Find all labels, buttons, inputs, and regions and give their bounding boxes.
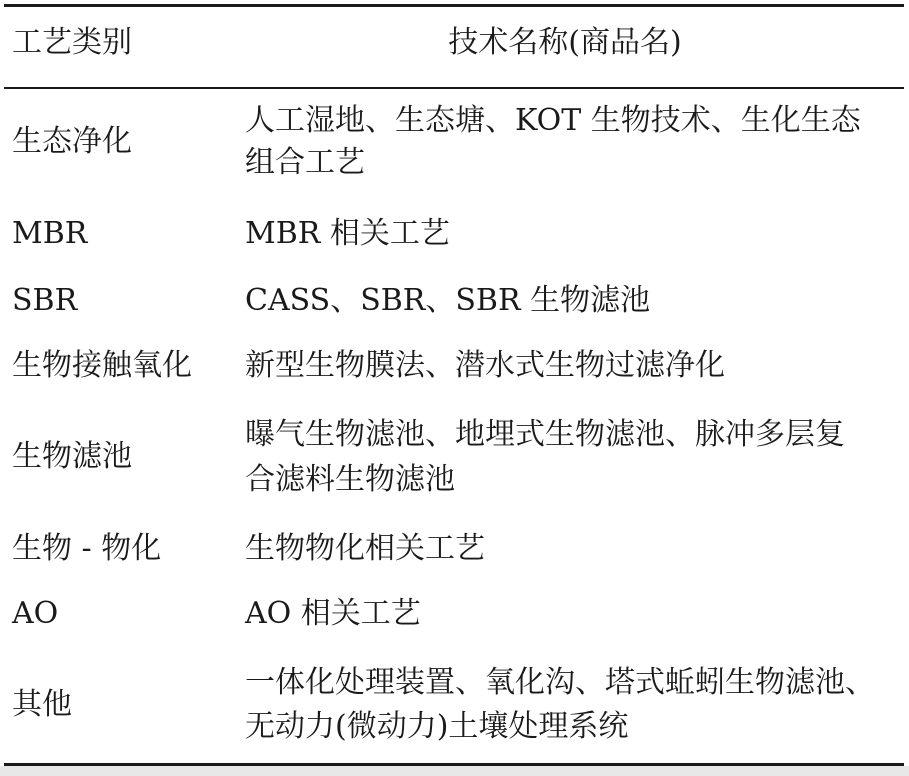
table-row-category: 其他 [12, 687, 72, 722]
table-row-technology-line1: 生物物化相关工艺 [245, 531, 485, 566]
header-technology-name: 技术名称(商品名) [448, 25, 682, 60]
page-bottom-edge [0, 766, 909, 776]
header-process-category: 工艺类别 [12, 25, 132, 60]
table-row-technology-line1: 曝气生物滤池、地埋式生物滤池、脉冲多层复 [245, 417, 845, 452]
table-row-technology-line1: 一体化处理装置、氧化沟、塔式蚯蚓生物滤池、 [245, 665, 875, 700]
table-row-technology-line1: CASS、SBR、SBR 生物滤池 [245, 283, 651, 318]
table-row-category: 生态净化 [12, 124, 132, 159]
table-row-technology-line2: 无动力(微动力)土壤处理系统 [245, 709, 629, 744]
table-row-category: SBR [12, 283, 78, 318]
table-row-technology-line2: 组合工艺 [245, 145, 365, 180]
table-row-category: 生物接触氧化 [12, 348, 192, 383]
table-row-category: 生物 - 物化 [12, 531, 162, 566]
table-header-rule [4, 87, 904, 89]
table-row-category: MBR [12, 216, 88, 251]
table-row-technology-line1: MBR 相关工艺 [245, 216, 450, 251]
table-row-category: AO [12, 596, 59, 631]
table-row-technology-line1: 新型生物膜法、潜水式生物过滤净化 [245, 348, 725, 383]
table-top-rule [4, 4, 904, 7]
table-row-technology-line1: AO 相关工艺 [245, 596, 421, 631]
table-row-technology-line2: 合滤料生物滤池 [245, 462, 455, 497]
table-row-technology-line1: 人工湿地、生态塘、KOT 生物技术、生化生态 [245, 103, 861, 138]
table-row-category: 生物滤池 [12, 439, 132, 474]
